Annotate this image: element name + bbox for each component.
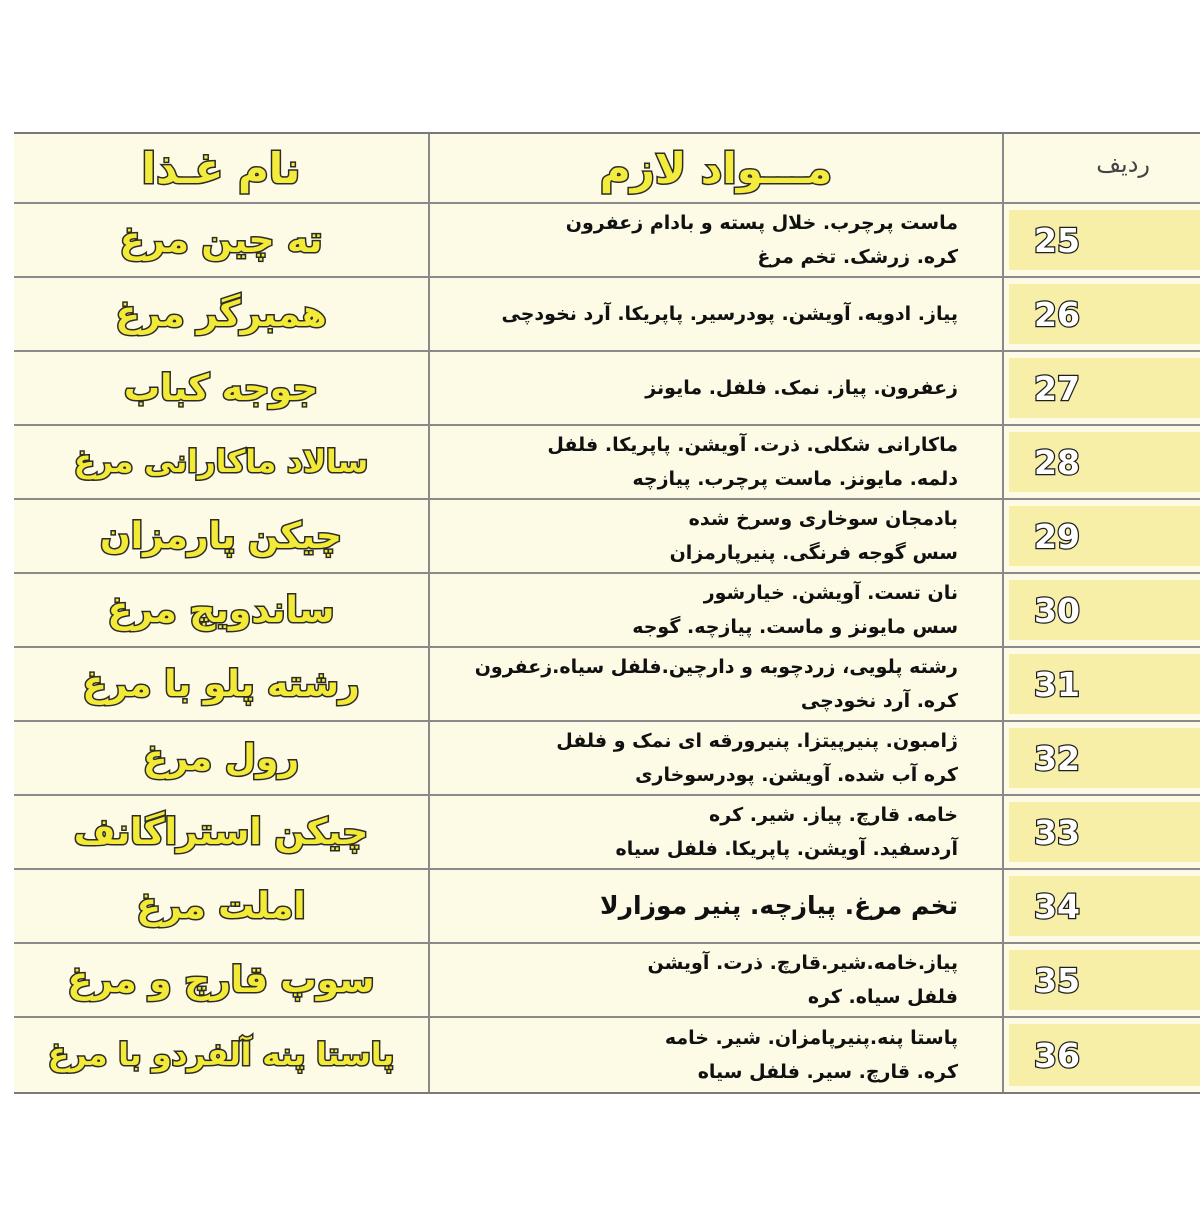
ingredients-line-1: تخم مرغ. پیازچه. پنیر موزارلا [600, 891, 958, 920]
ingredients-cell [430, 278, 1004, 350]
ingredients-line-1: ژامبون. پنیرپیتزا. پنیرورقه ای نمک و فلفل [556, 730, 958, 752]
ingredients-text [438, 889, 994, 923]
food-name-cell [14, 648, 430, 720]
food-name: چیکن استراگانف [73, 811, 369, 853]
ingredients-line-2: کره. آرد نخودچی [800, 690, 958, 712]
row-number: 32 [1034, 738, 1080, 778]
ingredients-text [438, 724, 994, 792]
ingredients-line-2: کره. قارچ. سیر. فلفل سیاه [697, 1061, 958, 1083]
ingredients-text [438, 1021, 994, 1089]
ingredients-text [438, 502, 994, 570]
row-number: 28 [1034, 442, 1080, 482]
ingredients-text [438, 297, 994, 331]
food-name-cell [14, 796, 430, 868]
food-name: جوجه کباب [123, 367, 319, 409]
ingredients-cell [430, 352, 1004, 424]
row-number-cell [1004, 648, 1200, 720]
table-row [14, 278, 1200, 352]
food-name: رول مرغ [142, 737, 300, 779]
food-name-cell [14, 426, 430, 498]
row-number-cell [1004, 426, 1200, 498]
food-name-cell [14, 500, 430, 572]
table-row [14, 796, 1200, 870]
table-row [14, 722, 1200, 796]
row-number: 35 [1034, 960, 1080, 1000]
recipe-table [14, 132, 1200, 1094]
ingredients-line-1: پیاز. ادویه. آویشن. پودرسیر. پاپریکا. آرد نخودچی [501, 303, 958, 325]
table-row [14, 204, 1200, 278]
row-number-cell [1004, 722, 1200, 794]
ingredients-line-2: کره. زرشک. تخم مرغ [757, 246, 958, 268]
row-number: 29 [1034, 516, 1080, 556]
table-row [14, 352, 1200, 426]
ingredients-line-1: خامه. قارچ. پیاز. شیر. کره [709, 804, 958, 826]
row-number: 27 [1034, 368, 1080, 408]
ingredients-cell [430, 426, 1004, 498]
ingredients-line-2: آردسفید. آویشن. پاپریکا. فلفل سیاه [615, 838, 958, 860]
row-number-cell [1004, 870, 1200, 942]
ingredients-cell [430, 500, 1004, 572]
row-number-cell [1004, 944, 1200, 1016]
food-name: املت مرغ [136, 885, 306, 927]
ingredients-line-2: سس گوجه فرنگی. پنیرپارمزان [669, 542, 958, 564]
food-name-cell [14, 722, 430, 794]
row-number-cell [1004, 352, 1200, 424]
ingredients-text [438, 576, 994, 644]
ingredients-text [438, 371, 994, 405]
row-number-cell [1004, 574, 1200, 646]
ingredients-line-1: پیاز.خامه.شیر.قارچ. ذرت. آویشن [647, 952, 958, 974]
ingredients-cell [430, 1018, 1004, 1092]
food-name-cell [14, 574, 430, 646]
ingredients-cell [430, 796, 1004, 868]
row-number-cell [1004, 500, 1200, 572]
ingredients-cell [430, 870, 1004, 942]
ingredients-line-1: بادمجان سوخاری وسرخ شده [688, 508, 958, 530]
header-ingredients-cell [430, 134, 1004, 202]
row-number: 34 [1034, 886, 1080, 926]
food-name: سالاد ماکارانی مرغ [73, 444, 369, 480]
row-number: 26 [1034, 294, 1080, 334]
ingredients-line-2: کره آب شده. آویشن. پودرسوخاری [635, 764, 958, 786]
ingredients-line-2: دلمه. مایونز. ماست پرچرب. پیازچه [632, 468, 958, 490]
food-name-cell [14, 1018, 430, 1092]
food-name: چیکن پارمزان [99, 515, 342, 557]
ingredients-line-1: نان تست. آویشن. خیارشور [703, 582, 958, 604]
header-food-name: نام غـذا [141, 143, 301, 193]
table-row [14, 500, 1200, 574]
ingredients-cell [430, 944, 1004, 1016]
ingredients-line-1: زعفرون. پیاز. نمک. فلفل. مایونز [645, 377, 958, 399]
table-row [14, 1018, 1200, 1092]
ingredients-text [438, 798, 994, 866]
food-name: ساندویچ مرغ [107, 589, 335, 631]
ingredients-line-2: فلفل سیاه. کره [807, 986, 958, 1008]
food-name-cell [14, 204, 430, 276]
food-name-cell [14, 870, 430, 942]
header-ingredients: مـــواد لازم [599, 143, 833, 193]
food-name: ته چین مرغ [119, 219, 323, 261]
ingredients-line-1: رشته پلویی، زردچوبه و دارچین.فلفل سیاه.زعفرون [474, 656, 958, 678]
row-number: 36 [1034, 1035, 1080, 1075]
ingredients-text [438, 650, 994, 718]
row-number-cell [1004, 278, 1200, 350]
table-row [14, 944, 1200, 1018]
ingredients-text [438, 946, 994, 1014]
row-number: 31 [1034, 664, 1080, 704]
food-name-cell [14, 944, 430, 1016]
header-food-name-cell [14, 134, 430, 202]
food-name: پاستا پنه آلفردو با مرغ [47, 1037, 395, 1073]
ingredients-line-2: سس مایونز و ماست. پیازچه. گوجه [632, 616, 958, 638]
row-number: 30 [1034, 590, 1080, 630]
food-name: سوپ قارچ و مرغ [67, 959, 375, 1001]
table-row [14, 574, 1200, 648]
ingredients-line-1: پاستا پنه.پنیرپامزان. شیر. خامه [664, 1027, 958, 1049]
food-name-cell [14, 352, 430, 424]
row-number-cell [1004, 1018, 1200, 1092]
ingredients-cell [430, 648, 1004, 720]
row-number: 25 [1034, 220, 1080, 260]
ingredients-line-1: ماست پرچرب. خلال پسته و بادام زعفرون [565, 212, 958, 234]
table-row [14, 426, 1200, 500]
row-number-cell [1004, 796, 1200, 868]
ingredients-cell [430, 574, 1004, 646]
food-name: همبرگر مرغ [115, 293, 327, 335]
table-row [14, 648, 1200, 722]
ingredients-text [438, 206, 994, 274]
food-name: رشته پلو با مرغ [82, 663, 360, 705]
food-name-cell [14, 278, 430, 350]
ingredients-cell [430, 204, 1004, 276]
row-number: 33 [1034, 812, 1080, 852]
ingredients-cell [430, 722, 1004, 794]
ingredients-text [438, 428, 994, 496]
header-row-number-cell [1004, 134, 1200, 202]
table-row [14, 870, 1200, 944]
ingredients-line-1: ماکارانی شکلی. ذرت. آویشن. پاپریکا. فلفل [547, 434, 958, 456]
header-row [14, 134, 1200, 204]
header-row-number: ردیف [1096, 150, 1150, 178]
row-number-cell [1004, 204, 1200, 276]
